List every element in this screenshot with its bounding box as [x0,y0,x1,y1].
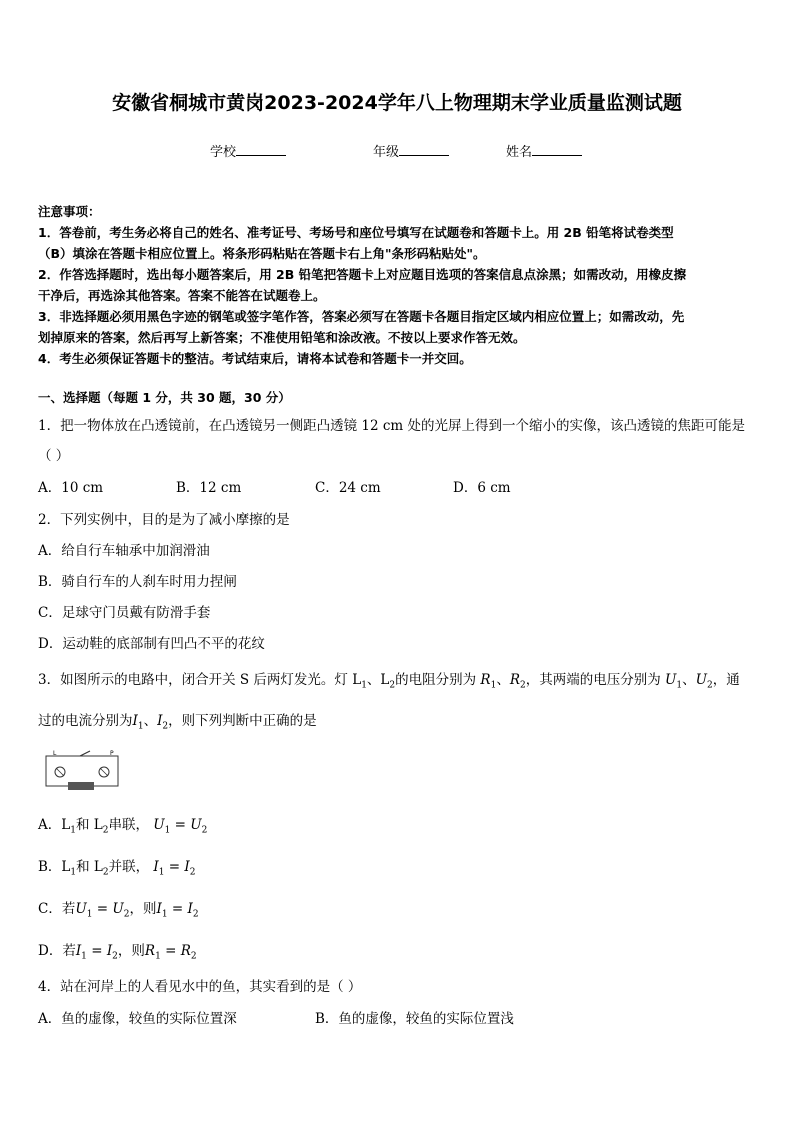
page-title: 安徽省桐城市黄岗2023-2024学年八上物理期末学业质量监测试题 [112,92,682,114]
grade-field[interactable] [373,141,449,160]
school-label: 学校 [210,145,237,160]
school-field[interactable] [210,141,286,160]
grade-blank[interactable] [399,144,449,156]
q3-stem-line2: 过的电流分别为$I_1$、$I_2$，则下列判断中正确的是 [38,713,317,732]
q1-option-c[interactable]: C．24 cm [315,480,381,496]
notice-line: 1．答卷前，考生务必将自己的姓名、准考证号、考场号和座位号填写在试题卷和答题卡上。用 2B 铅笔将试卷类型 [38,225,674,240]
q3-option-b[interactable]: B．$L_1$和 $L_2$并联， $I_1 = I_2$ [38,859,196,878]
svg-text:P: P [110,750,114,757]
circuit-diagram [40,748,126,796]
school-blank[interactable] [236,144,286,156]
q1-stem-paren: （ ） [38,448,70,464]
notice-heading: 注意事项： [38,204,101,219]
q4-stem: 4．站在河岸上的人看见水中的鱼，其实看到的是（ ） [38,979,362,995]
grade-label: 年级 [373,145,400,160]
notice-line: 干净后，再选涂其他答案。答案不能答在试题卷上。 [38,288,326,303]
q2-stem: 2．下列实例中，目的是为了减小摩擦的是 [38,512,290,528]
name-field[interactable] [506,141,582,160]
section-heading: 一、选择题（每题 1 分，共 30 题，30 分） [38,390,291,405]
q2-option-b[interactable]: B．骑自行车的人刹车时用力捏闸 [38,574,237,590]
q4-option-b[interactable]: B．鱼的虚像，较鱼的实际位置浅 [315,1011,514,1027]
svg-text:L: L [53,750,57,757]
notice-line: 2．作答选择题时，选出每小题答案后，用 2B 铅笔把答题卡上对应题目选项的答案信息点涂黑；如需改动，用橡皮擦 [38,267,687,282]
q1-option-a[interactable]: A．10 cm [38,480,104,496]
q2-option-a[interactable]: A．给自行车轴承中加润滑油 [38,543,210,559]
q2-option-d[interactable]: D．运动鞋的底部制有凹凸不平的花纹 [38,636,265,652]
q3-option-c[interactable]: C．若$U_1 = U_2$，则$I_1 = I_2$ [38,901,199,920]
q2-option-c[interactable]: C．足球守门员戴有防滑手套 [38,605,211,621]
name-blank[interactable] [532,144,582,156]
notice-line: 划掉原来的答案，然后再写上新答案；不准使用铅笔和涂改液。不按以上要求作答无效。 [38,330,526,345]
name-label: 姓名 [506,145,533,160]
q3-stem-line1: 3．如图所示的电路中，闭合开关 S 后两灯发光。灯 $L_1$、$L_2$的电阻分别为 $R_1$、$R_2$，其两端的电压分别为 $U_1$、$U_2$，通 [38,672,740,691]
q1-option-d[interactable]: D．6 cm [453,480,511,496]
notice-line: 4．考生必须保证答题卡的整洁。考试结束后，请将本试卷和答题卡一并交回。 [38,351,472,366]
notice-line: 3．非选择题必须用黑色字迹的钢笔或签字笔作答，答案必须写在答题卡各题目指定区域内相应位置上；如需改动，先 [38,309,685,324]
notice-line: （B）填涂在答题卡相应位置上。将条形码粘贴在答题卡右上角"条形码粘贴处"。 [38,246,486,261]
q3-option-a[interactable]: A．$L_1$和 $L_2$串联， $U_1 = U_2$ [38,817,208,836]
q3-option-d[interactable]: D．若$I_1 = I_2$，则$R_1 = R_2$ [38,943,197,962]
q1-option-b[interactable]: B．12 cm [176,480,242,496]
q1-stem: 1．把一物体放在凸透镜前，在凸透镜另一侧距凸透镜 12 cm 处的光屏上得到一个缩小的实像，该凸透镜的焦距可能是 [38,418,746,434]
q4-option-a[interactable]: A．鱼的虚像，较鱼的实际位置深 [38,1011,237,1027]
